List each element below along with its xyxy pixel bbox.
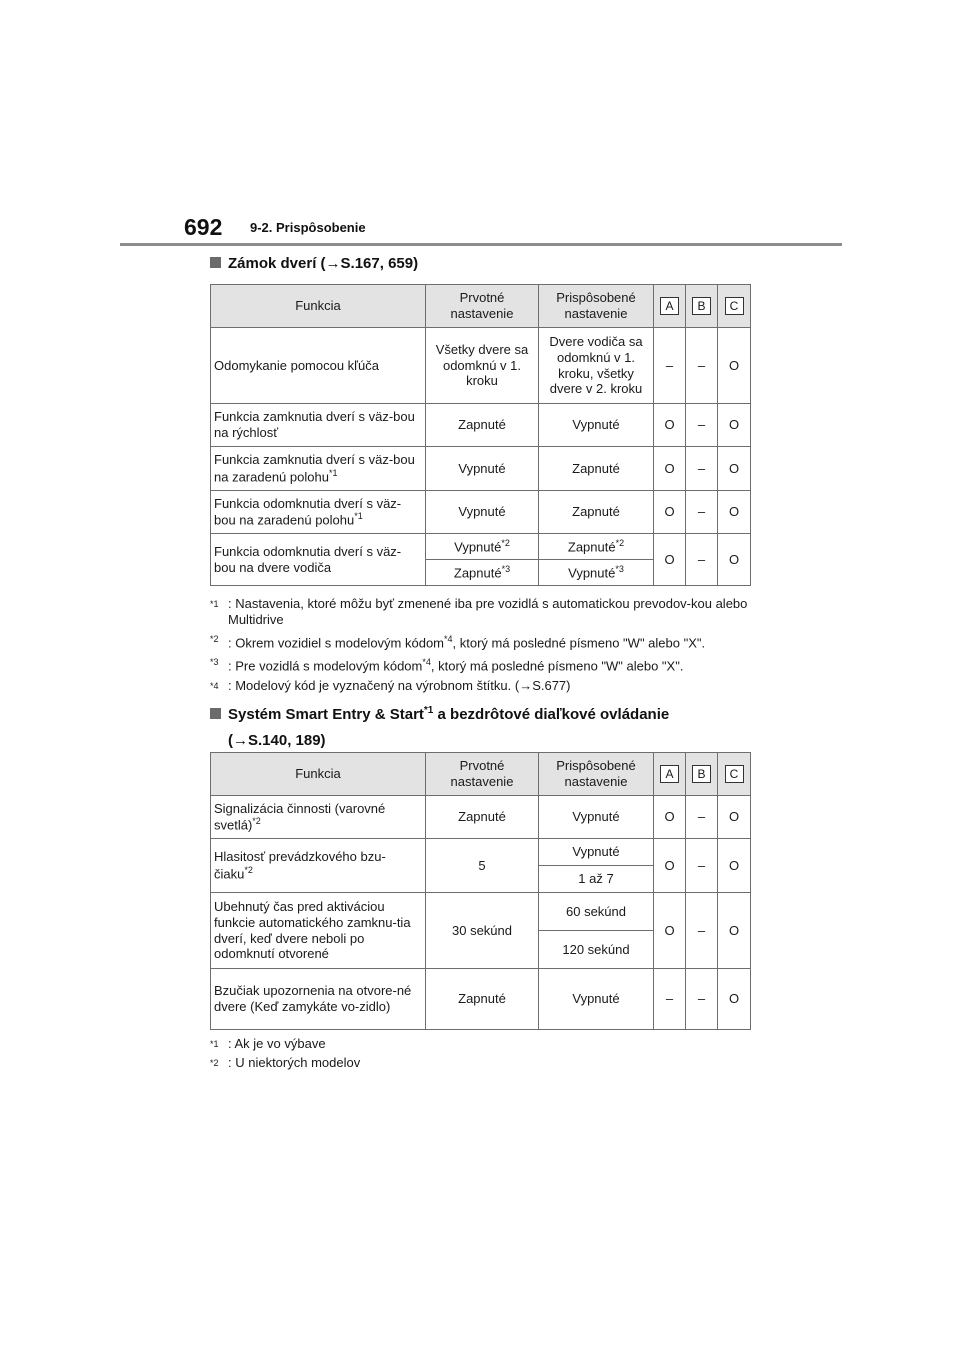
default-cell: Všetky dvere sa odomknú v 1. kroku (426, 328, 539, 404)
function-cell: Odomykanie pomocou kľúča (211, 328, 426, 404)
custom-cell: Vypnuté$^{*3}$ (539, 560, 654, 586)
table-header-row (211, 285, 751, 328)
default-cell: Vypnuté (426, 447, 539, 491)
a-cell: O (654, 796, 686, 839)
smart-entry-footnotes (210, 1036, 770, 1074)
c-cell: O (718, 447, 751, 491)
arrow-right-icon: → (325, 255, 341, 272)
custom-cell: Dvere vodiča sa odomknú v 1. kroku, všetky dvere v 2. kroku (539, 328, 654, 404)
a-cell: O (654, 491, 686, 534)
b-cell: – (686, 893, 718, 969)
default-cell: 5 (426, 839, 539, 893)
table-row (211, 328, 751, 404)
door-lock-table (210, 284, 751, 586)
col-custom-header: Prispôsobené nastavenie (539, 285, 654, 328)
box-letter-c: C (725, 297, 744, 315)
col-c-header (718, 285, 751, 328)
custom-cell: Zapnuté$^{*2}$ (539, 534, 654, 560)
custom-cell: 60 sekúnd (539, 893, 654, 931)
door-lock-footnotes (210, 596, 770, 697)
b-cell: – (686, 796, 718, 839)
header-divider (120, 243, 842, 246)
custom-cell: Zapnuté (539, 491, 654, 534)
box-letter-c: C (725, 765, 744, 783)
footnote: $^{*2}$ : U niektorých modelov (210, 1055, 361, 1070)
c-cell: O (718, 534, 751, 586)
function-cell: Funkcia zamknutia dverí s väz-bou na rýchlosť (211, 404, 426, 447)
col-c-header (718, 753, 751, 796)
b-cell: – (686, 534, 718, 586)
a-cell: O (654, 893, 686, 969)
arrow-right-icon: → (233, 732, 248, 749)
function-cell: Funkcia zamknutia dverí s väz-bou na zaradenú polohu$^{*1}$ (211, 447, 426, 491)
custom-cell: Vypnuté (539, 404, 654, 447)
b-cell: – (686, 839, 718, 893)
a-cell: O (654, 404, 686, 447)
smart-entry-heading: Systém Smart Entry & Start$^{*1}$ a bezdrôtové diaľkové ovládanie (→S.140, 189) (210, 698, 669, 754)
footnote: $^{*3}$ : Pre vozidlá s modelovým kódom$^{*4}$, ktorý má posledné písmeno "W" alebo "X". (210, 657, 684, 674)
table-row (211, 491, 751, 534)
col-a-header (654, 285, 686, 328)
table-row (211, 796, 751, 839)
box-letter-a: A (660, 765, 679, 783)
col-function-header: Funkcia (211, 285, 426, 328)
footnote: $^{*2}$ : Okrem vozidiel s modelovým kódom$^{*4}$, ktorý má posledné písmeno "W" alebo "X". (210, 634, 706, 651)
custom-cell: Vypnuté (539, 796, 654, 839)
box-letter-b: B (692, 297, 711, 315)
footnote: $^{*1}$ : Nastavenia, ktoré môžu byť zmenené iba pre vozidlá s automatickou prevodov-kou alebo Multidrive (210, 596, 748, 627)
function-cell: Bzučiak upozornenia na otvore-né dvere (Keď zamykáte vo-zidlo) (211, 969, 426, 1030)
b-cell: – (686, 447, 718, 491)
box-letter-a: A (660, 297, 679, 315)
b-cell: – (686, 491, 718, 534)
smart-entry-table (210, 752, 751, 1030)
col-default-header: Prvotné nastavenie (426, 753, 539, 796)
c-cell: O (718, 328, 751, 404)
table-row (211, 969, 751, 1030)
table-row (211, 404, 751, 447)
b-cell: – (686, 969, 718, 1030)
function-cell: Hlasitosť prevádzkového bzu-čiaku$^{*2}$ (211, 839, 426, 893)
default-cell: Zapnuté$^{*3}$ (426, 560, 539, 586)
section-title: 9-2. Prispôsobenie (250, 220, 366, 235)
a-cell: O (654, 534, 686, 586)
custom-cell: 120 sekúnd (539, 931, 654, 969)
table-row (211, 447, 751, 491)
default-cell: Zapnuté (426, 969, 539, 1030)
square-bullet-icon (210, 257, 221, 268)
table-row (211, 534, 751, 560)
a-cell: – (654, 969, 686, 1030)
square-bullet-icon (210, 708, 221, 719)
function-cell: Ubehnutý čas pred aktiváciou funkcie automatického zamknu-tia dverí, keď dvere neboli po odomknutí otvorené (211, 893, 426, 969)
custom-cell: Zapnuté (539, 447, 654, 491)
col-a-header (654, 753, 686, 796)
c-cell: O (718, 839, 751, 893)
function-cell: Signalizácia činnosti (varovné svetlá)$^{*2}$ (211, 796, 426, 839)
b-cell: – (686, 328, 718, 404)
table-row (211, 839, 751, 866)
b-cell: – (686, 404, 718, 447)
default-cell: 30 sekúnd (426, 893, 539, 969)
col-custom-header: Prispôsobené nastavenie (539, 753, 654, 796)
a-cell: – (654, 328, 686, 404)
door-lock-heading: Zámok dverí (→S.167, 659) (210, 255, 418, 272)
c-cell: O (718, 893, 751, 969)
a-cell: O (654, 839, 686, 893)
function-cell: Funkcia odomknutia dverí s väz-bou na dvere vodiča (211, 534, 426, 586)
c-cell: O (718, 491, 751, 534)
footnote: $^{*4}$ : Modelový kód je vyznačený na výrobnom štítku. (→S.677) (210, 677, 571, 693)
function-cell: Funkcia odomknutia dverí s väz-bou na zaradenú polohu$^{*1}$ (211, 491, 426, 534)
col-b-header (686, 285, 718, 328)
table-header-row (211, 753, 751, 796)
col-default-header: Prvotné nastavenie (426, 285, 539, 328)
box-letter-b: B (692, 765, 711, 783)
default-cell: Vypnuté$^{*2}$ (426, 534, 539, 560)
default-cell: Zapnuté (426, 404, 539, 447)
col-b-header (686, 753, 718, 796)
arrow-right-icon: → (519, 677, 533, 693)
a-cell: O (654, 447, 686, 491)
default-cell: Vypnuté (426, 491, 539, 534)
custom-cell: 1 až 7 (539, 866, 654, 893)
page-number: 692 (184, 214, 223, 240)
c-cell: O (718, 796, 751, 839)
custom-cell: Vypnuté (539, 839, 654, 866)
custom-cell: Vypnuté (539, 969, 654, 1030)
col-function-header: Funkcia (211, 753, 426, 796)
c-cell: O (718, 404, 751, 447)
c-cell: O (718, 969, 751, 1030)
default-cell: Zapnuté (426, 796, 539, 839)
footnote: $^{*1}$ : Ak je vo výbave (210, 1036, 326, 1051)
table-row (211, 893, 751, 931)
